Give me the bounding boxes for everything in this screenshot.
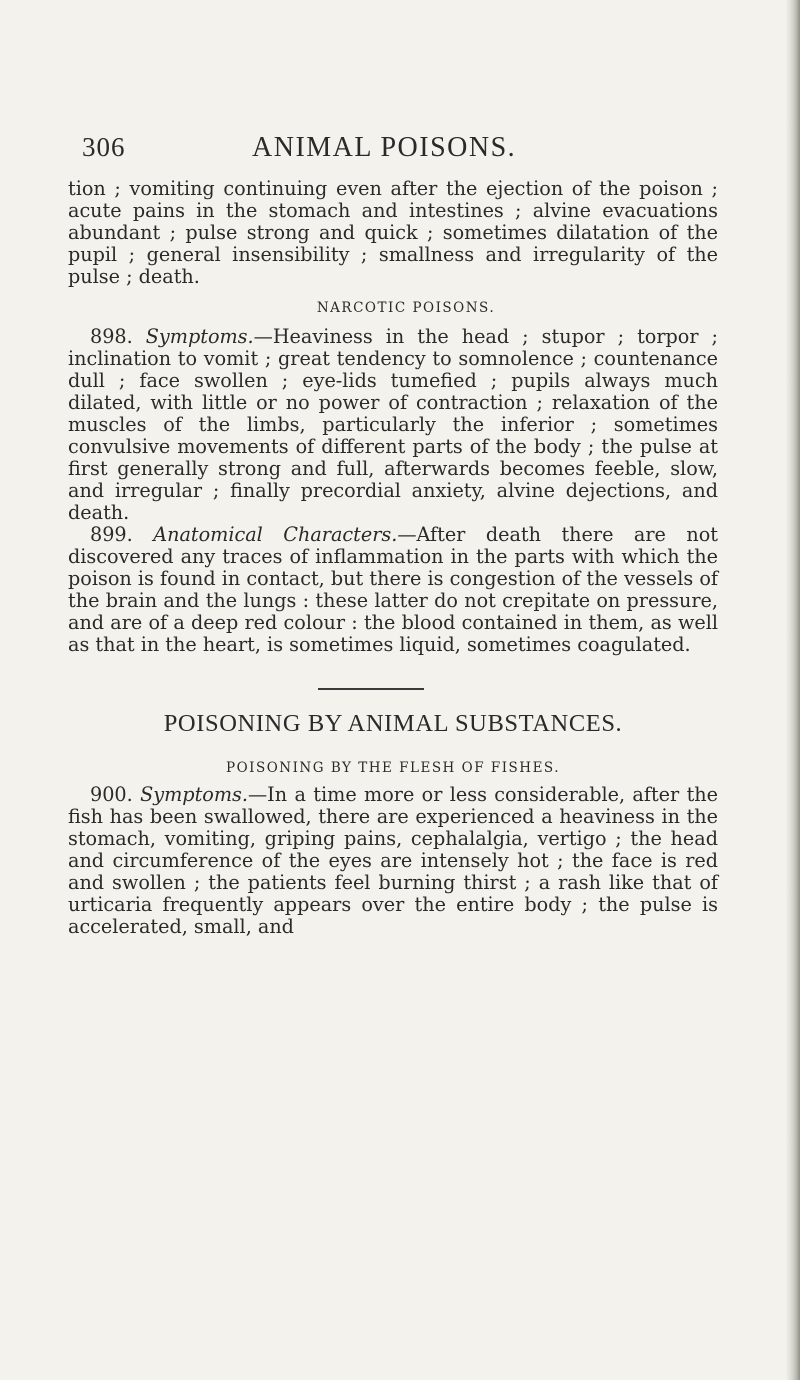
paragraph-899-text: —After death there are not discovered any traces of inflammation in the parts with which the poison is found in contact, but there is congestion of the vessels of the brain and the lungs : these latter do not crepitate on pressure, and are of a deep red colour : the blood contained in them, as well as that in the heart, is sometimes liquid, sometimes coagulated. [68,523,718,656]
page-edge-shadow [786,0,800,1380]
opening-paragraph: tion ; vomiting continuing even after the ejection of the poison ; acute pains in the stomach and intestines ; alvine evacuations abundant ; pulse strong and quick ; sometimes dilatation of the pupil ; general insensibility ; smallness and irregularity of the pulse ; death. [68,177,718,288]
paragraph-898-number: 898. [90,325,133,348]
paragraph-898-label: Symptoms. [145,325,254,348]
flesh-of-fishes-heading: POISONING BY THE FLESH OF FISHES. [225,760,560,776]
paragraph-900-number: 900. [90,783,133,806]
paragraph-898 [68,326,718,524]
paragraph-899-label: Anatomical Characters. [153,523,398,546]
narcotic-poisons-heading: NARCOTIC POISONS. [316,300,496,316]
page-header [68,132,718,168]
book-page [68,132,718,938]
paragraph-898-text: —Heaviness in the head ; stupor ; torpor ; inclination to vomit ; great tendency to somnolence ; countenance dull ; face swollen ; eye-lids tumefied ; pupils always much dilated, with little or no power of contraction ; relaxation of the muscles of the limbs, particularly the inferior ; sometimes convulsive movements of different parts of the body ; the pulse at first generally strong and full, afterwards becomes feeble, slow, and irregular ; finally precordial anxiety, alvine dejections, and death. [68,325,719,524]
paragraph-899-number: 899. [90,523,133,546]
section-divider-rule [318,688,424,690]
paragraph-900-text: —In a time more or less considerable, after the fish has been swallowed, there are experienced a heaviness in the stomach, vomiting, griping pains, cephalalgia, vertigo ; the head and circumference of the eyes are intensely hot ; the face is red and swollen ; the patients feel burning thirst ; a rash like that of urticaria frequently appears over the entire body ; the pulse is accelerated, small, and [68,783,718,938]
paragraph-899 [68,524,718,656]
running-head: ANIMAL POISONS. [252,132,517,163]
paragraph-900-label: Symptoms. [140,783,248,806]
paragraph-900 [68,784,718,938]
page-number: 306 [82,132,126,162]
animal-substances-heading: POISONING BY ANIMAL SUBSTANCES. [163,710,623,737]
